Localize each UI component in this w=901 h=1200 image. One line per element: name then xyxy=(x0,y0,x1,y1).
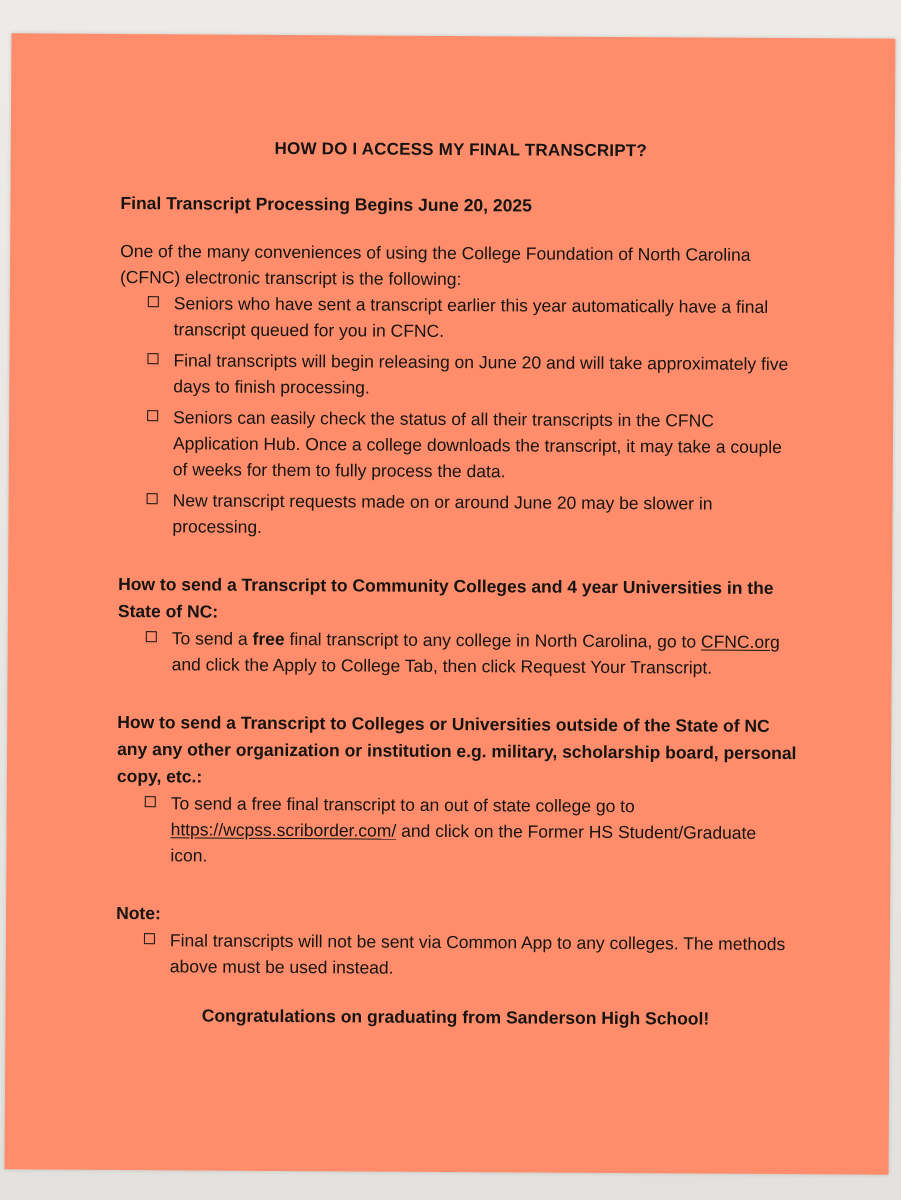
closing-message: Congratulations on graduating from Sanderson High School! xyxy=(201,1005,710,1029)
out-of-state-list xyxy=(116,790,796,872)
nc-section-list xyxy=(118,625,798,681)
cfnc-link[interactable]: CFNC.org xyxy=(700,631,780,653)
note-item-text: Final transcripts will not be sent via Common App to any colleges. The methods above must be used instead. xyxy=(169,930,786,978)
note-list xyxy=(116,927,796,983)
list-item xyxy=(146,625,798,681)
list-item xyxy=(144,790,796,872)
out-of-state-heading: How to send a Transcript to Colleges or Universities outside of the State of NC any any other organization or institution e.g. military, scholarship board, personal copy, etc.: xyxy=(116,711,797,787)
note-heading: Note: xyxy=(116,902,161,924)
processing-heading: Final Transcript Processing Begins June 20, 2025 xyxy=(120,192,532,216)
oos-item-text-2: and click on the Former HS Student/Graduate icon. xyxy=(170,820,757,866)
intro-paragraph: One of the many conveniences of using the College Foundation of North Carolina (CFNC) electronic transcript is the following: xyxy=(119,240,751,290)
checkbox-icon xyxy=(148,296,159,307)
nc-section-heading: How to send a Transcript to Community Colleges and 4 year Universities in the State of NC: xyxy=(117,573,774,622)
nc-item-text-3: and click the Apply to College Tab, then click Request Your Transcript. xyxy=(171,654,713,678)
checkbox-icon xyxy=(144,933,155,944)
checkbox-icon xyxy=(147,353,158,364)
list-item-text: Seniors can easily check the status of all their transcripts in the CFNC Application Hub. Once a college downloads the transcript, it may take a couple of weeks for them to fully process the data. xyxy=(172,407,782,482)
flyer-content xyxy=(115,138,800,1030)
checkbox-icon xyxy=(145,796,156,807)
nc-item-free: free xyxy=(252,628,285,649)
checkbox-icon xyxy=(147,410,158,421)
list-item xyxy=(147,404,799,486)
list-item-text: Final transcripts will begin releasing on June 20 and will take approximately five days to finish processing. xyxy=(173,350,789,398)
checkbox-icon xyxy=(147,493,158,504)
oos-item-text-1: To send a free final transcript to an out of state college go to xyxy=(170,793,635,817)
scriborder-link[interactable]: https://wcpss.scriborder.com/ xyxy=(170,819,397,841)
nc-item-text-2: final transcript to any college in North Carolina, go to xyxy=(284,628,702,652)
list-item-text: New transcript requests made on or around June 20 may be slower in processing. xyxy=(172,490,713,537)
page-title: HOW DO I ACCESS MY FINAL TRANSCRIPT? xyxy=(274,138,648,161)
list-item xyxy=(148,290,800,346)
conveniences-list xyxy=(118,290,800,543)
list-item xyxy=(147,347,799,403)
list-item xyxy=(146,487,798,543)
flyer-sheet xyxy=(5,33,896,1174)
list-item-text: Seniors who have sent a transcript earlier this year automatically have a final transcript queued for you in CFNC. xyxy=(173,293,769,341)
nc-item-text-1: To send a xyxy=(171,628,253,649)
list-item xyxy=(144,927,796,983)
checkbox-icon xyxy=(146,631,157,642)
